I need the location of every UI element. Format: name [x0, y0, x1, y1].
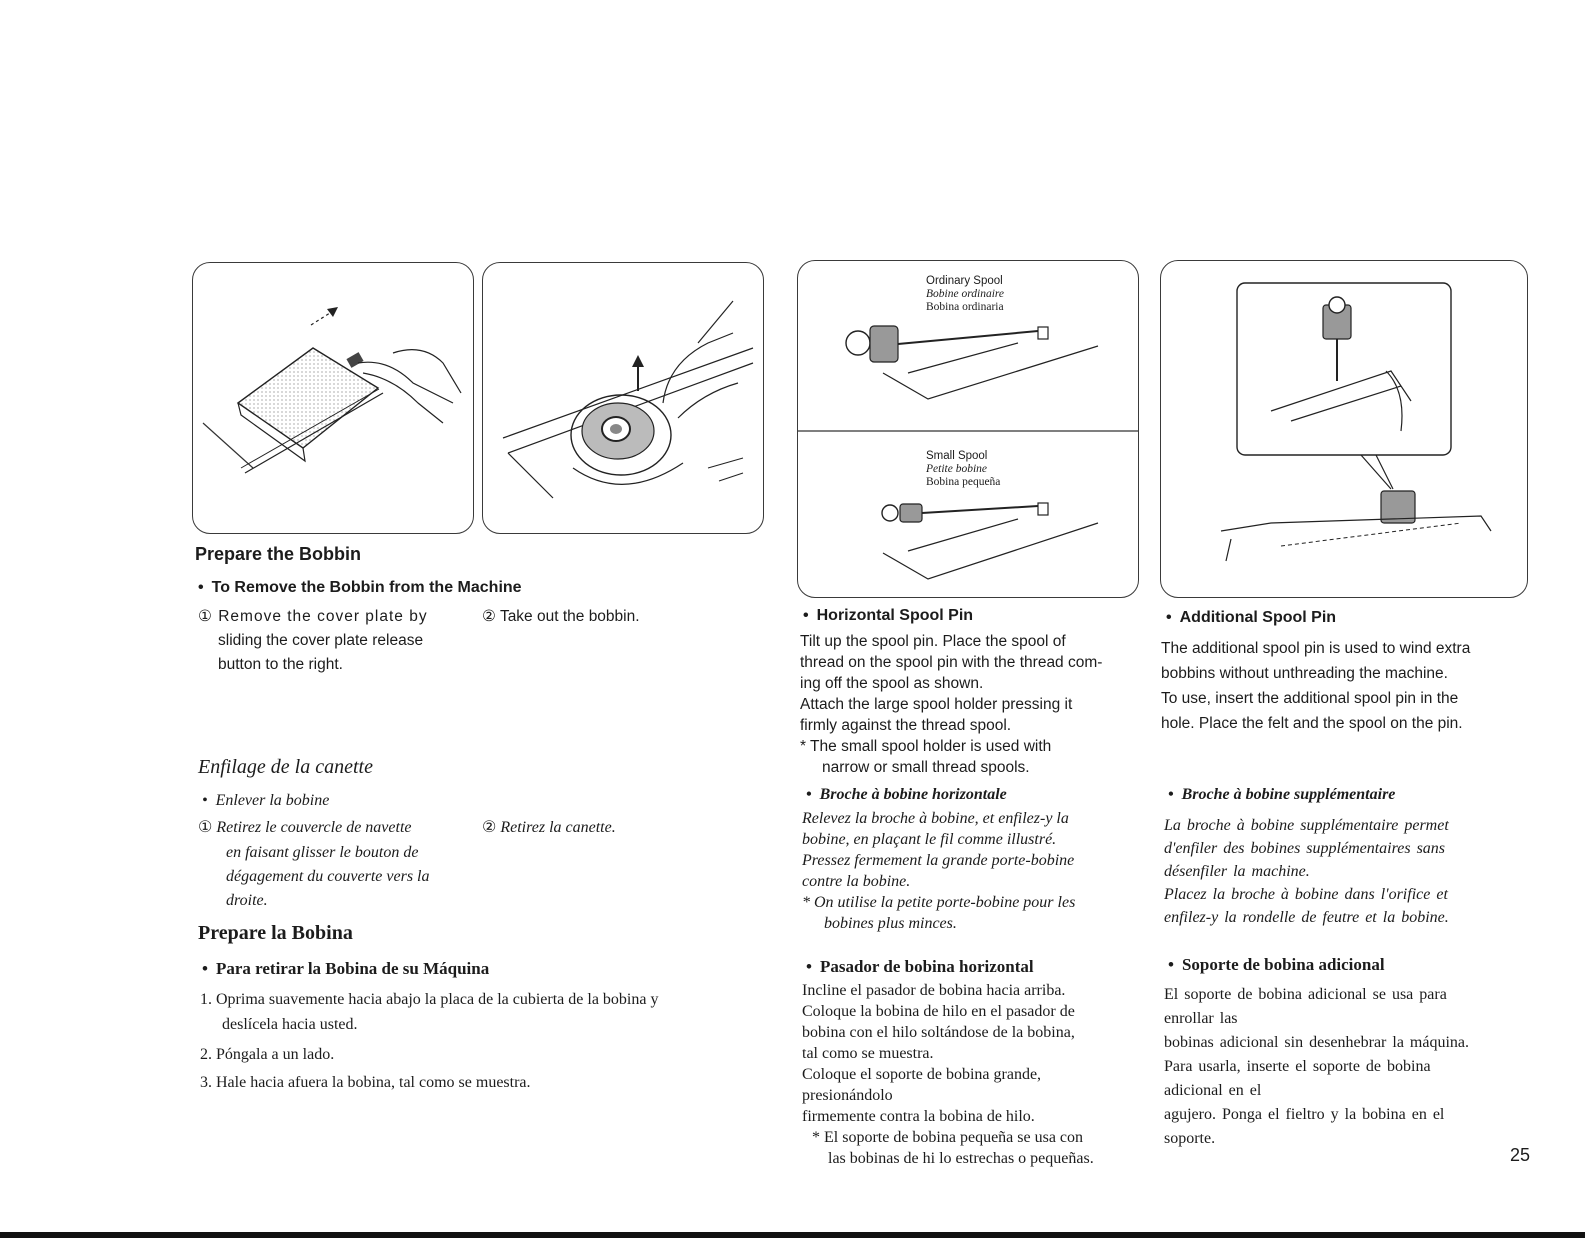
step1-en: [198, 606, 428, 627]
horizontal-spool-pin-body-en: [800, 631, 1140, 778]
text-line: agujero. Ponga el fieltro y la bobina en el: [1164, 1106, 1445, 1123]
note-line: narrow or small thread spools.: [822, 759, 1030, 776]
text-line: bobbins without unthreading the machine.: [1161, 665, 1448, 682]
text-line: bobine, en plaçant le fil comme illustré.: [802, 831, 1057, 848]
figure-remove-cover-plate: [192, 262, 474, 534]
small-spool-fr: Petite bobine: [926, 463, 987, 475]
section-title-fr: Enfilage de la canette: [198, 756, 373, 778]
subsection-remove-bobbin-en: • To Remove the Bobbin from the Machine: [198, 579, 522, 597]
horizontal-spool-pin-body-fr: [802, 808, 1142, 934]
text-line: Para usarla, inserte el soporte de bobina: [1164, 1058, 1431, 1075]
note-line: * El soporte de bobina pequeña se usa con: [812, 1129, 1084, 1146]
figure-additional-spool-pin: [1160, 260, 1528, 598]
step1-text-line3: button to the right.: [218, 656, 343, 673]
step2-fr: [482, 817, 616, 838]
page-number: 25: [1510, 1145, 1531, 1165]
text-line: soporte.: [1164, 1130, 1216, 1147]
step1-fr-line4: droite.: [226, 892, 268, 909]
step2-fr-text: Retirez la canette.: [500, 819, 616, 836]
text-line: désenfiler la machine.: [1164, 863, 1310, 880]
subsection-remove-bobbin-es: • Para retirar la Bobina de su Máquina: [202, 958, 489, 979]
text-line: Pressez fermement la grande porte-bobine: [802, 852, 1075, 869]
text-line: d'enfiler des bobines supplémentaires sans: [1164, 840, 1446, 857]
step1-number: ①: [198, 608, 213, 625]
text-line: La broche à bobine supplémentaire permet: [1164, 817, 1449, 834]
step1-text-line2: sliding the cover plate release: [218, 632, 424, 649]
small-spool-en: Small Spool: [926, 450, 988, 462]
step2-en: [482, 606, 640, 627]
text-line: contre la bobine.: [802, 873, 911, 890]
step1-fr-line2: en faisant glisser le bouton de: [226, 844, 419, 861]
step1-number-fr: ①: [198, 819, 213, 836]
es-item1-line2: deslícela hacia usted.: [222, 1016, 358, 1033]
additional-spool-pin-body-fr: [1164, 814, 1536, 929]
text-line: enfilez-y la rondelle de feutre et la bobine.: [1164, 909, 1449, 926]
horizontal-spool-pin-title-en: • Horizontal Spool Pin: [803, 607, 973, 625]
text-line: firmemente contra la bobina de hilo.: [802, 1108, 1035, 1125]
text-line: bobina con el hilo soltándose de la bobina,: [802, 1024, 1075, 1041]
text-line: presionándolo: [802, 1087, 893, 1104]
additional-spool-pin-title-fr: • Broche à bobine supplémentaire: [1168, 784, 1395, 805]
cover-plate-illustration: [193, 263, 474, 534]
additional-spool-pin-body-en: [1161, 636, 1533, 736]
horizontal-spool-pin-title-fr: • Broche à bobine horizontale: [806, 784, 1007, 805]
text-line: The additional spool pin is used to wind extra: [1161, 640, 1471, 657]
text-line: Coloque el soporte de bobina grande,: [802, 1066, 1042, 1083]
es-item3: 3. Hale hacia afuera la bobina, tal como se muestra.: [200, 1074, 531, 1091]
text-line: tal como se muestra.: [802, 1045, 934, 1062]
note-line: bobines plus minces.: [824, 915, 957, 932]
figure-take-out-bobbin: [482, 262, 764, 534]
note-line: * On utilise la petite porte-bobine pour les: [802, 894, 1076, 911]
additional-spool-pin-title-es: • Soporte de bobina adicional: [1168, 954, 1385, 975]
text-line: Tilt up the spool pin. Place the spool of: [800, 633, 1066, 650]
additional-spool-pin-title-en: • Additional Spool Pin: [1166, 609, 1336, 627]
text-line: hole. Place the felt and the spool on the pin.: [1161, 715, 1463, 732]
section-title-es: Prepare la Bobina: [198, 922, 353, 944]
small-spool-es: Bobina pequeña: [926, 476, 1001, 488]
step1-fr-line1: Retirez le couvercle de navette: [216, 819, 412, 836]
text-line: Relevez la broche à bobine, et enfilez-y la: [802, 810, 1069, 827]
step2-number: ②: [482, 608, 496, 625]
step2-text: Take out the bobbin.: [499, 608, 640, 625]
note-line: * The small spool holder is used with: [800, 738, 1052, 755]
ordinary-spool-label: [926, 275, 1004, 314]
step1-fr: [198, 817, 412, 838]
ordinary-spool-es: Bobina ordinaria: [926, 301, 1004, 313]
text-line: Placez la broche à bobine dans l'orifice et: [1164, 886, 1448, 903]
ordinary-spool-fr: Bobine ordinaire: [926, 288, 1005, 300]
step1-fr-line3: dégagement du couverte vers la: [226, 868, 430, 885]
horizontal-spool-pin-title-es: • Pasador de bobina horizontal: [806, 956, 1034, 977]
text-line: Attach the large spool holder pressing it: [800, 696, 1073, 713]
text-line: El soporte de bobina adicional se usa para: [1164, 986, 1447, 1003]
small-spool-label: [926, 450, 1000, 489]
subsection-remove-bobbin-fr: • Enlever la bobine: [202, 790, 329, 811]
text-line: bobinas adicional sin desenhebrar la máquina.: [1164, 1034, 1470, 1051]
step2-number-fr: ②: [482, 819, 497, 836]
additional-spool-illustration: [1161, 261, 1528, 598]
es-item2: 2. Póngala a un lado.: [200, 1046, 335, 1063]
text-line: enrollar las: [1164, 1010, 1238, 1027]
es-item1-line1: 1. Oprima suavemente hacia abajo la placa de la cubierta de la bobina y: [200, 991, 659, 1008]
text-line: adicional en el: [1164, 1082, 1262, 1099]
section-title-en: Prepare the Bobbin: [195, 544, 362, 564]
text-line: Incline el pasador de bobina hacia arriba.: [802, 982, 1066, 999]
additional-spool-pin-body-es: [1164, 983, 1536, 1151]
text-line: Coloque la bobina de hilo en el pasador de: [802, 1003, 1075, 1020]
ordinary-spool-en: Ordinary Spool: [926, 275, 1003, 287]
bottom-rule: [0, 1232, 1585, 1238]
text-line: firmly against the thread spool.: [800, 717, 1012, 734]
text-line: thread on the spool pin with the thread com-: [800, 654, 1103, 671]
text-line: ing off the spool as shown.: [800, 675, 984, 692]
step1-text-line1: Remove the cover plate by: [218, 608, 428, 625]
bobbin-illustration: [483, 263, 764, 534]
text-line: To use, insert the additional spool pin in the: [1161, 690, 1459, 707]
figure-spool-holders: [797, 260, 1139, 598]
note-line: las bobinas de hi lo estrechas o pequeñas.: [828, 1150, 1094, 1167]
horizontal-spool-pin-body-es: [802, 980, 1144, 1169]
